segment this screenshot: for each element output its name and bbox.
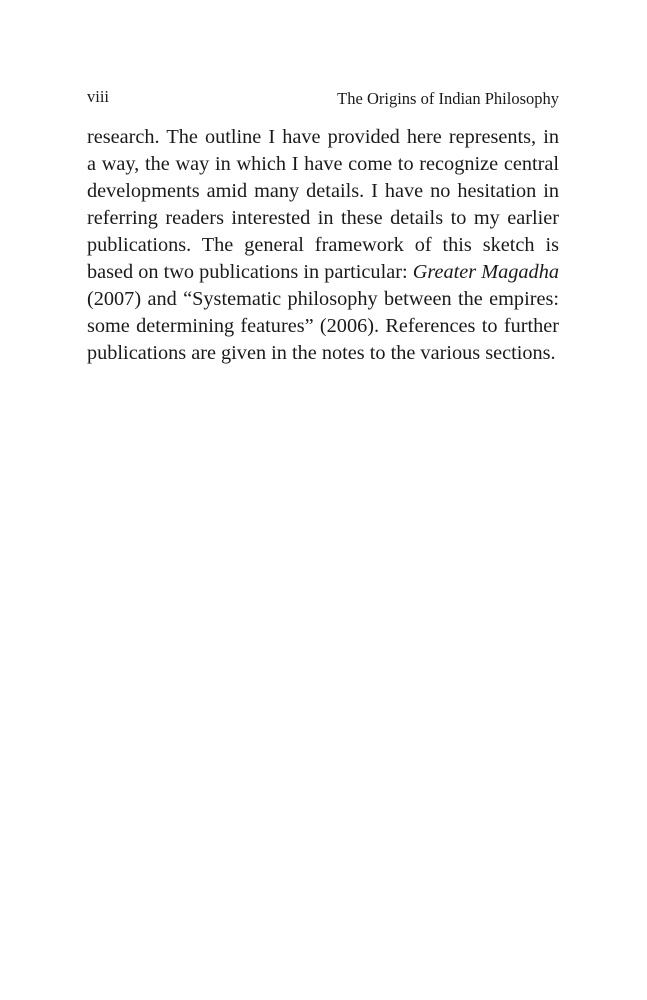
text-line: research. The outline I have provided here represents, in xyxy=(87,126,559,148)
text-line: developments amid many details. I have no hesitation in xyxy=(87,180,559,202)
text-line: (2007) and “Systematic philosophy between the empires: xyxy=(87,288,559,310)
text-line: publications are given in the notes to the various sections. xyxy=(87,342,556,364)
text-line: some determining features” (2006). References to further xyxy=(87,315,559,337)
running-head xyxy=(87,88,559,110)
book-title: The Origins of Indian Philosophy xyxy=(337,89,559,108)
page-number: viii xyxy=(87,87,110,106)
body-paragraph xyxy=(87,124,559,367)
text-segment: based on two publications in particular: xyxy=(87,261,408,283)
text-line: publications. The general framework of this sketch is xyxy=(87,234,559,256)
text-line xyxy=(87,259,559,286)
text-line: referring readers interested in these details to my earlier xyxy=(87,207,559,229)
cited-title: Greater Magadha xyxy=(412,261,559,283)
text-line: a way, the way in which I have come to recognize central xyxy=(87,153,559,175)
